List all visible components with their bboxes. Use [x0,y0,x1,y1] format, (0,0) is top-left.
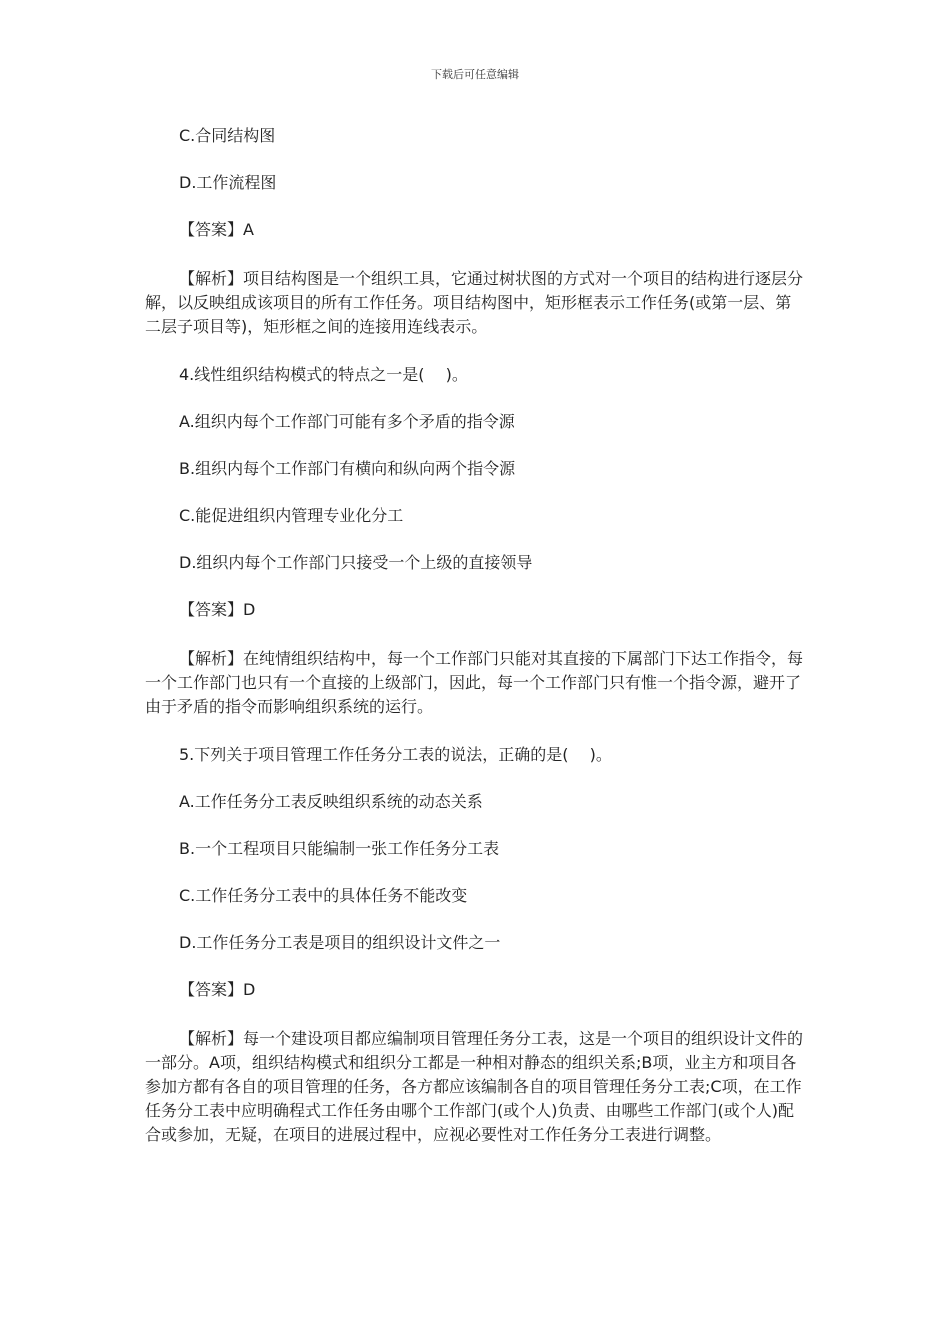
q4-option-b: B.组织内每个工作部门有横向和纵向两个指令源 [179,459,516,478]
q4-explanation: 【解析】在纯情组织结构中，每一个工作部门只能对其直接的下属部门下达工作指令，每一个工作部门也只有一个直接的上级部门，因此，每一个工作部门只有惟一个指令源，避开了由于矛盾的指令而影响组织系统的运行。 [145,649,804,716]
q5-option-b: B.一个工程项目只能编制一张工作任务分工表 [179,839,500,858]
q3-option-c: C.合同结构图 [179,126,276,145]
q5-option-a: A.工作任务分工表反映组织系统的动态关系 [179,792,483,811]
q5-option-d: D.工作任务分工表是项目的组织设计文件之一 [179,933,501,952]
q4-option-c: C.能促进组织内管理专业化分工 [179,506,404,525]
q4-answer: 【答案】D [179,600,256,619]
q5-answer: 【答案】D [179,980,256,999]
q5-explanation: 【解析】每一个建设项目都应编制项目管理任务分工表，这是一个项目的组织设计文件的一部分。A项，组织结构模式和组织分工都是一种相对静态的组织关系;B项，业主方和项目各参加方都有各自的项目管理的任务，各方都应该编制各自的项目管理任务分工表;C项，在工作任务分工表中应明确程式工作任务由哪个工作部门(或个人)负责、由哪些工作部门(或个人)配合或参加，无疑，在项目的进展过程中，应视必要性对工作任务分工表进行调整。 [145,1029,804,1144]
q4-option-d: D.组织内每个工作部门只接受一个上级的直接领导 [179,553,533,572]
page-header: 下载后可任意编辑 [431,68,519,81]
q3-option-d: D.工作流程图 [179,173,277,192]
q3-explanation: 【解析】项目结构图是一个组织工具，它通过树状图的方式对一个项目的结构进行逐层分解，以反映组成该项目的所有工作任务。项目结构图中，矩形框表示工作任务(或第一层、第二层子项目等)，矩形框之间的连接用连线表示。 [145,269,804,336]
q4-question: 4.线性组织结构模式的特点之一是( )。 [179,365,468,384]
q5-question: 5.下列关于项目管理工作任务分工表的说法，正确的是( )。 [179,745,612,764]
q3-answer: 【答案】A [179,220,254,239]
q5-option-c: C.工作任务分工表中的具体任务不能改变 [179,886,468,905]
q4-option-a: A.组织内每个工作部门可能有多个矛盾的指令源 [179,412,515,431]
